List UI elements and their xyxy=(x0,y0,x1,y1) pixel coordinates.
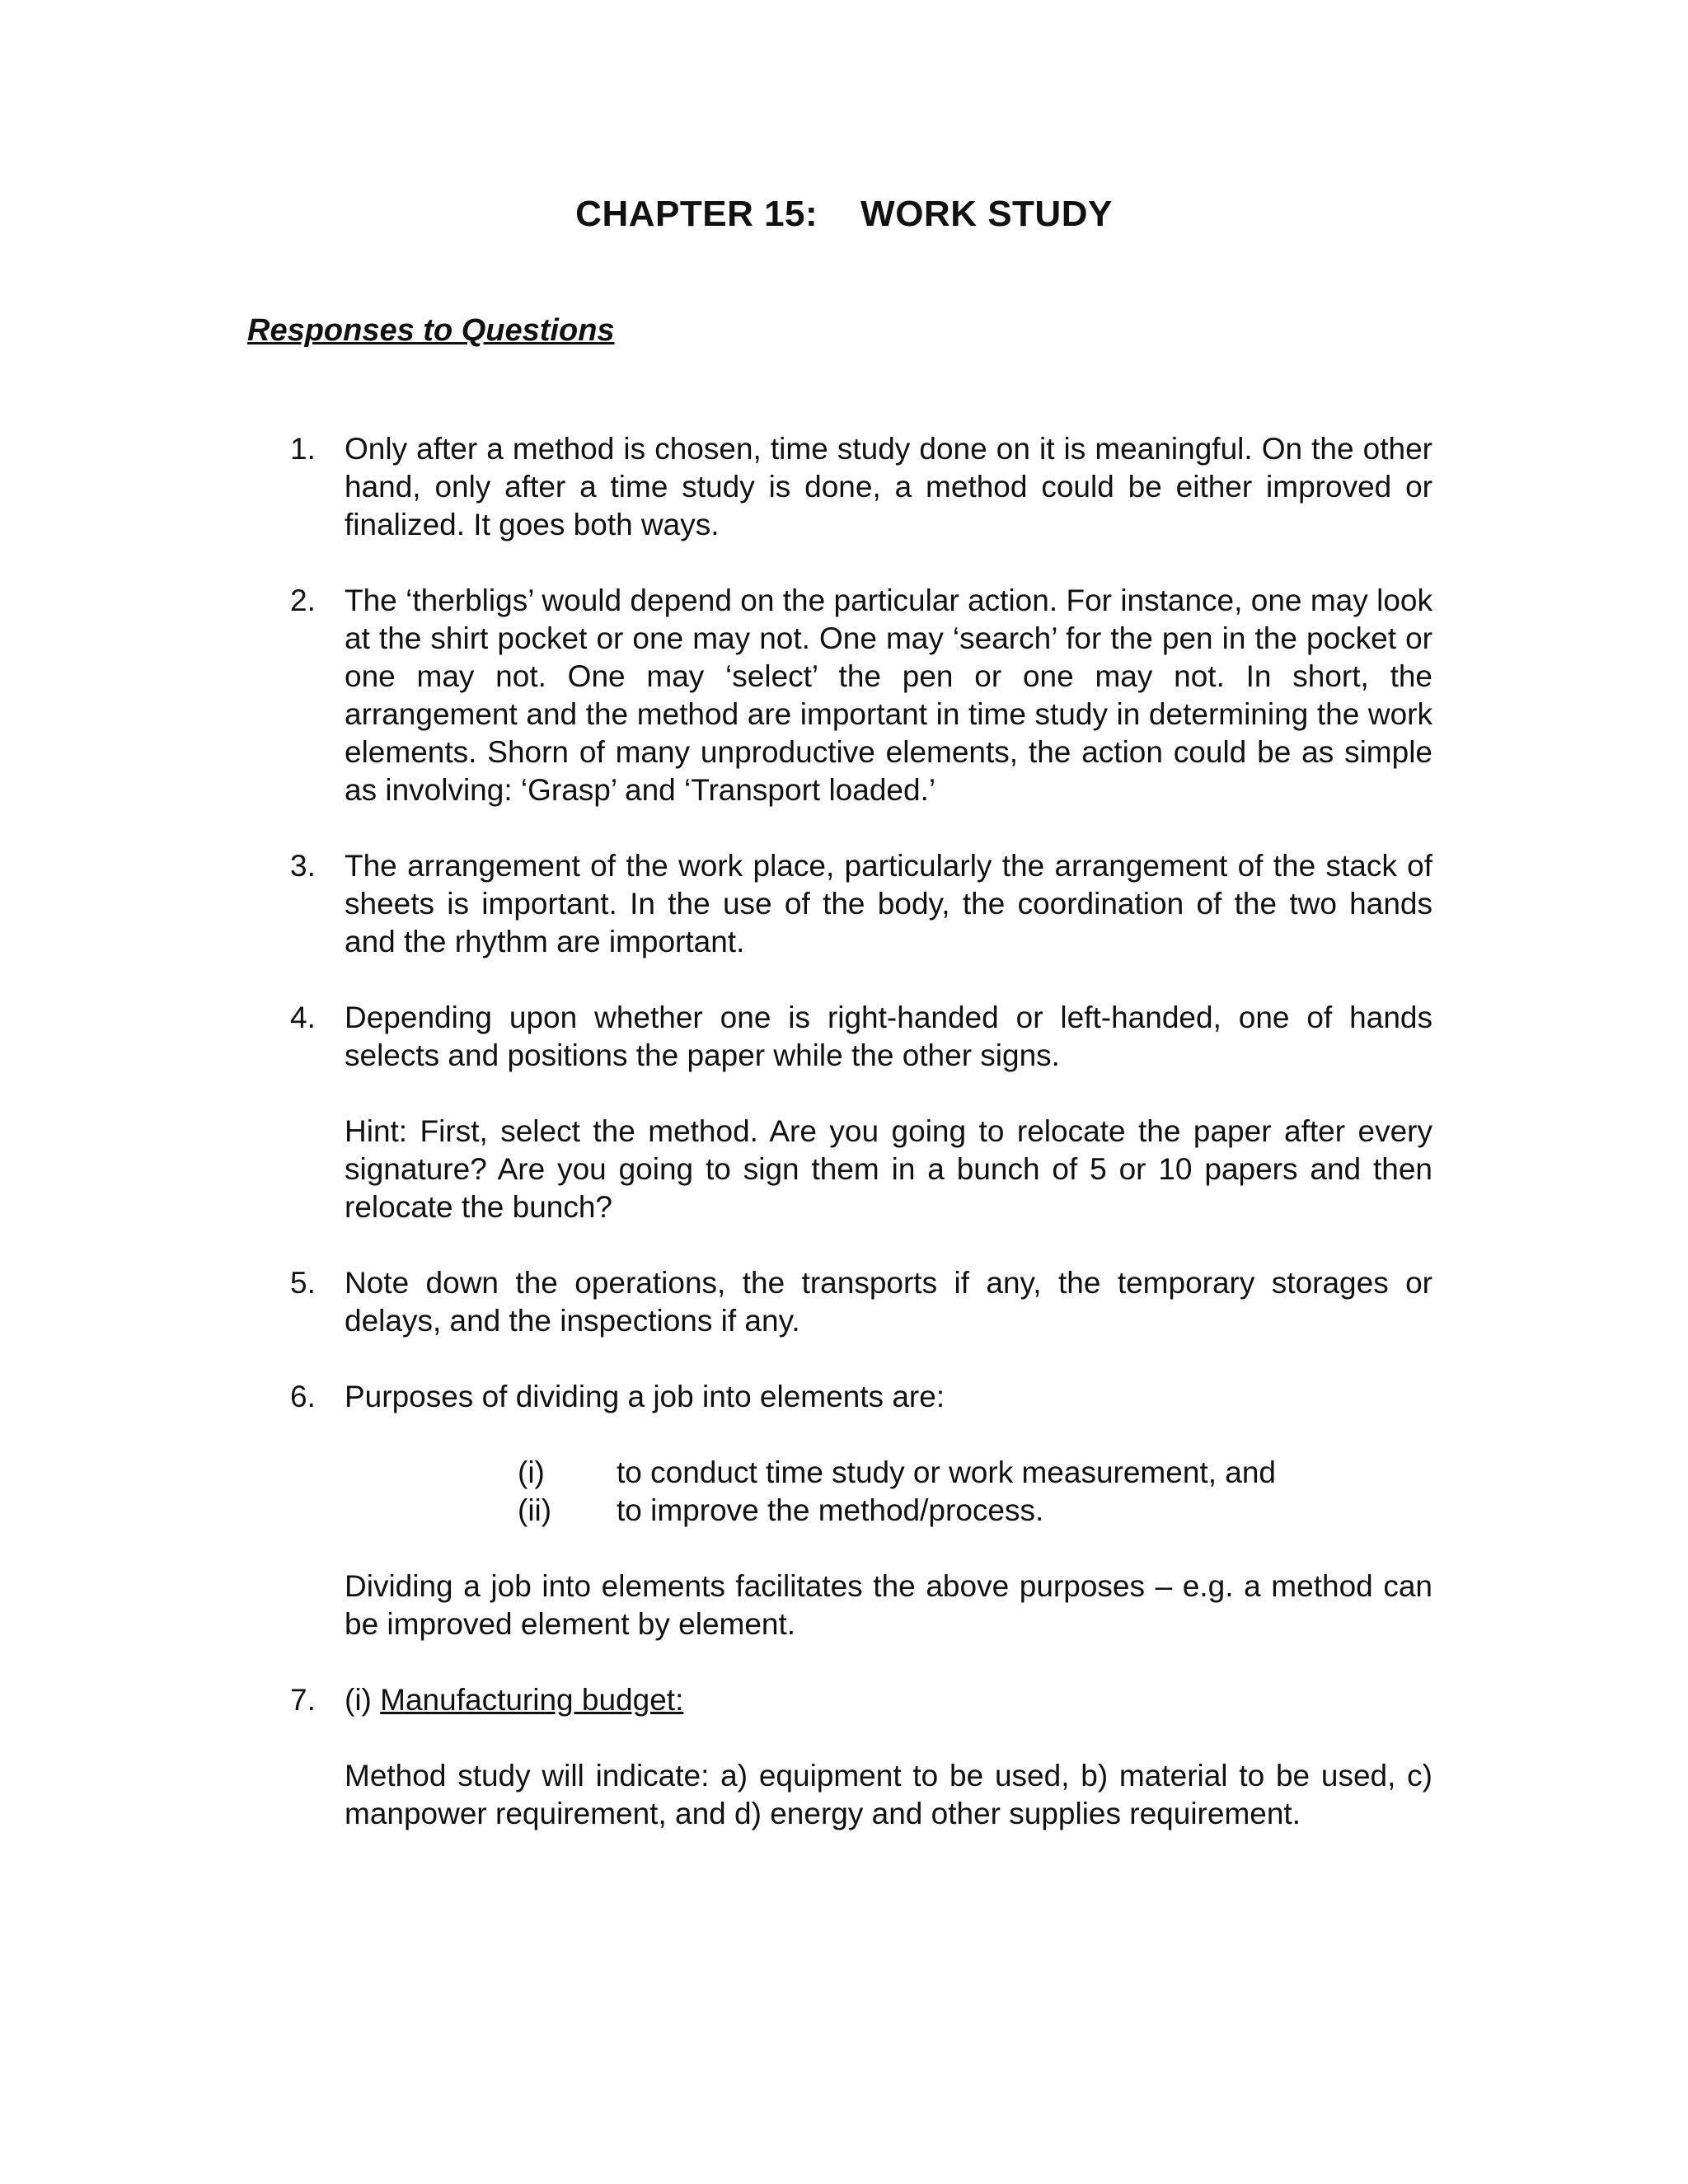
list-item-7 xyxy=(290,1681,1432,1719)
item-6-followup: Dividing a job into elements facilitates the above purposes – e.g. a method can be improved element by element. xyxy=(345,1569,1432,1641)
sublist-text: to improve the method/process. xyxy=(617,1493,1044,1527)
item-number: 1. xyxy=(290,432,316,466)
page-title xyxy=(0,194,1688,235)
sublist-numeral: (ii) xyxy=(518,1493,552,1527)
section-heading: Responses to Questions xyxy=(247,313,615,348)
list-item-1 xyxy=(290,430,1432,544)
item-number: 2. xyxy=(290,583,316,617)
chapter-name: WORK STUDY xyxy=(860,194,1113,234)
item-text: Only after a method is chosen, time study done on it is meaningful. On the other hand, only after a time study is done, a method could be either improved or finalized. It goes both ways. xyxy=(345,432,1432,541)
sublist-numeral: (i) xyxy=(518,1455,545,1489)
item-text: Note down the operations, the transports if any, the temporary storages or delays, and the inspections if any. xyxy=(345,1266,1432,1338)
item-prefix: (i) xyxy=(345,1683,381,1717)
list-item-5 xyxy=(290,1264,1432,1340)
item-text: Depending upon whether one is right-handed or left-handed, one of hands selects and positions the paper while the other signs. xyxy=(345,1001,1432,1072)
item-text: The arrangement of the work place, particularly the arrangement of the stack of sheets is important. In the use of the body, the coordination of the two hands and the rhythm are important. xyxy=(345,849,1432,958)
item-number: 5. xyxy=(290,1266,316,1300)
item-heading: Manufacturing budget: xyxy=(380,1683,684,1717)
list-item-6 xyxy=(290,1378,1432,1416)
sublist-text: to conduct time study or work measurement, and xyxy=(617,1455,1276,1489)
chapter-label: CHAPTER 15: xyxy=(575,194,818,234)
item-7-followup: Method study will indicate: a) equipment to be used, b) material to be used, c) manpower requirement, and d) energy and other supplies requirement. xyxy=(345,1759,1432,1830)
sublist-item xyxy=(518,1492,1424,1530)
item-4-hint: Hint: First, select the method. Are you going to relocate the paper after every signature? Are you going to sign them in a bunch of 5 or 10 papers and then relocate the bunch? xyxy=(345,1114,1432,1224)
item-number: 7. xyxy=(290,1683,316,1717)
item-text: Purposes of dividing a job into elements are: xyxy=(345,1380,945,1413)
list-item-3 xyxy=(290,847,1432,961)
item-number: 4. xyxy=(290,1001,316,1034)
list-item-4 xyxy=(290,999,1432,1075)
item-6-sublist xyxy=(518,1454,1424,1530)
item-number: 3. xyxy=(290,849,316,883)
list-item-2 xyxy=(290,582,1432,809)
item-text: The ‘therbligs’ would depend on the particular action. For instance, one may look at the shirt pocket or one may not. One may ‘search’ for the pen in the pocket or one may not. One may ‘select’ the pen or one may not. In short, the arrangement and the method are important in time study in determining the work elements. Shorn of many unproductive elements, the action could be as simple as involving: ‘Grasp’ and ‘Transport loaded.’ xyxy=(345,583,1432,807)
sublist-item xyxy=(518,1454,1424,1492)
item-number: 6. xyxy=(290,1380,316,1413)
